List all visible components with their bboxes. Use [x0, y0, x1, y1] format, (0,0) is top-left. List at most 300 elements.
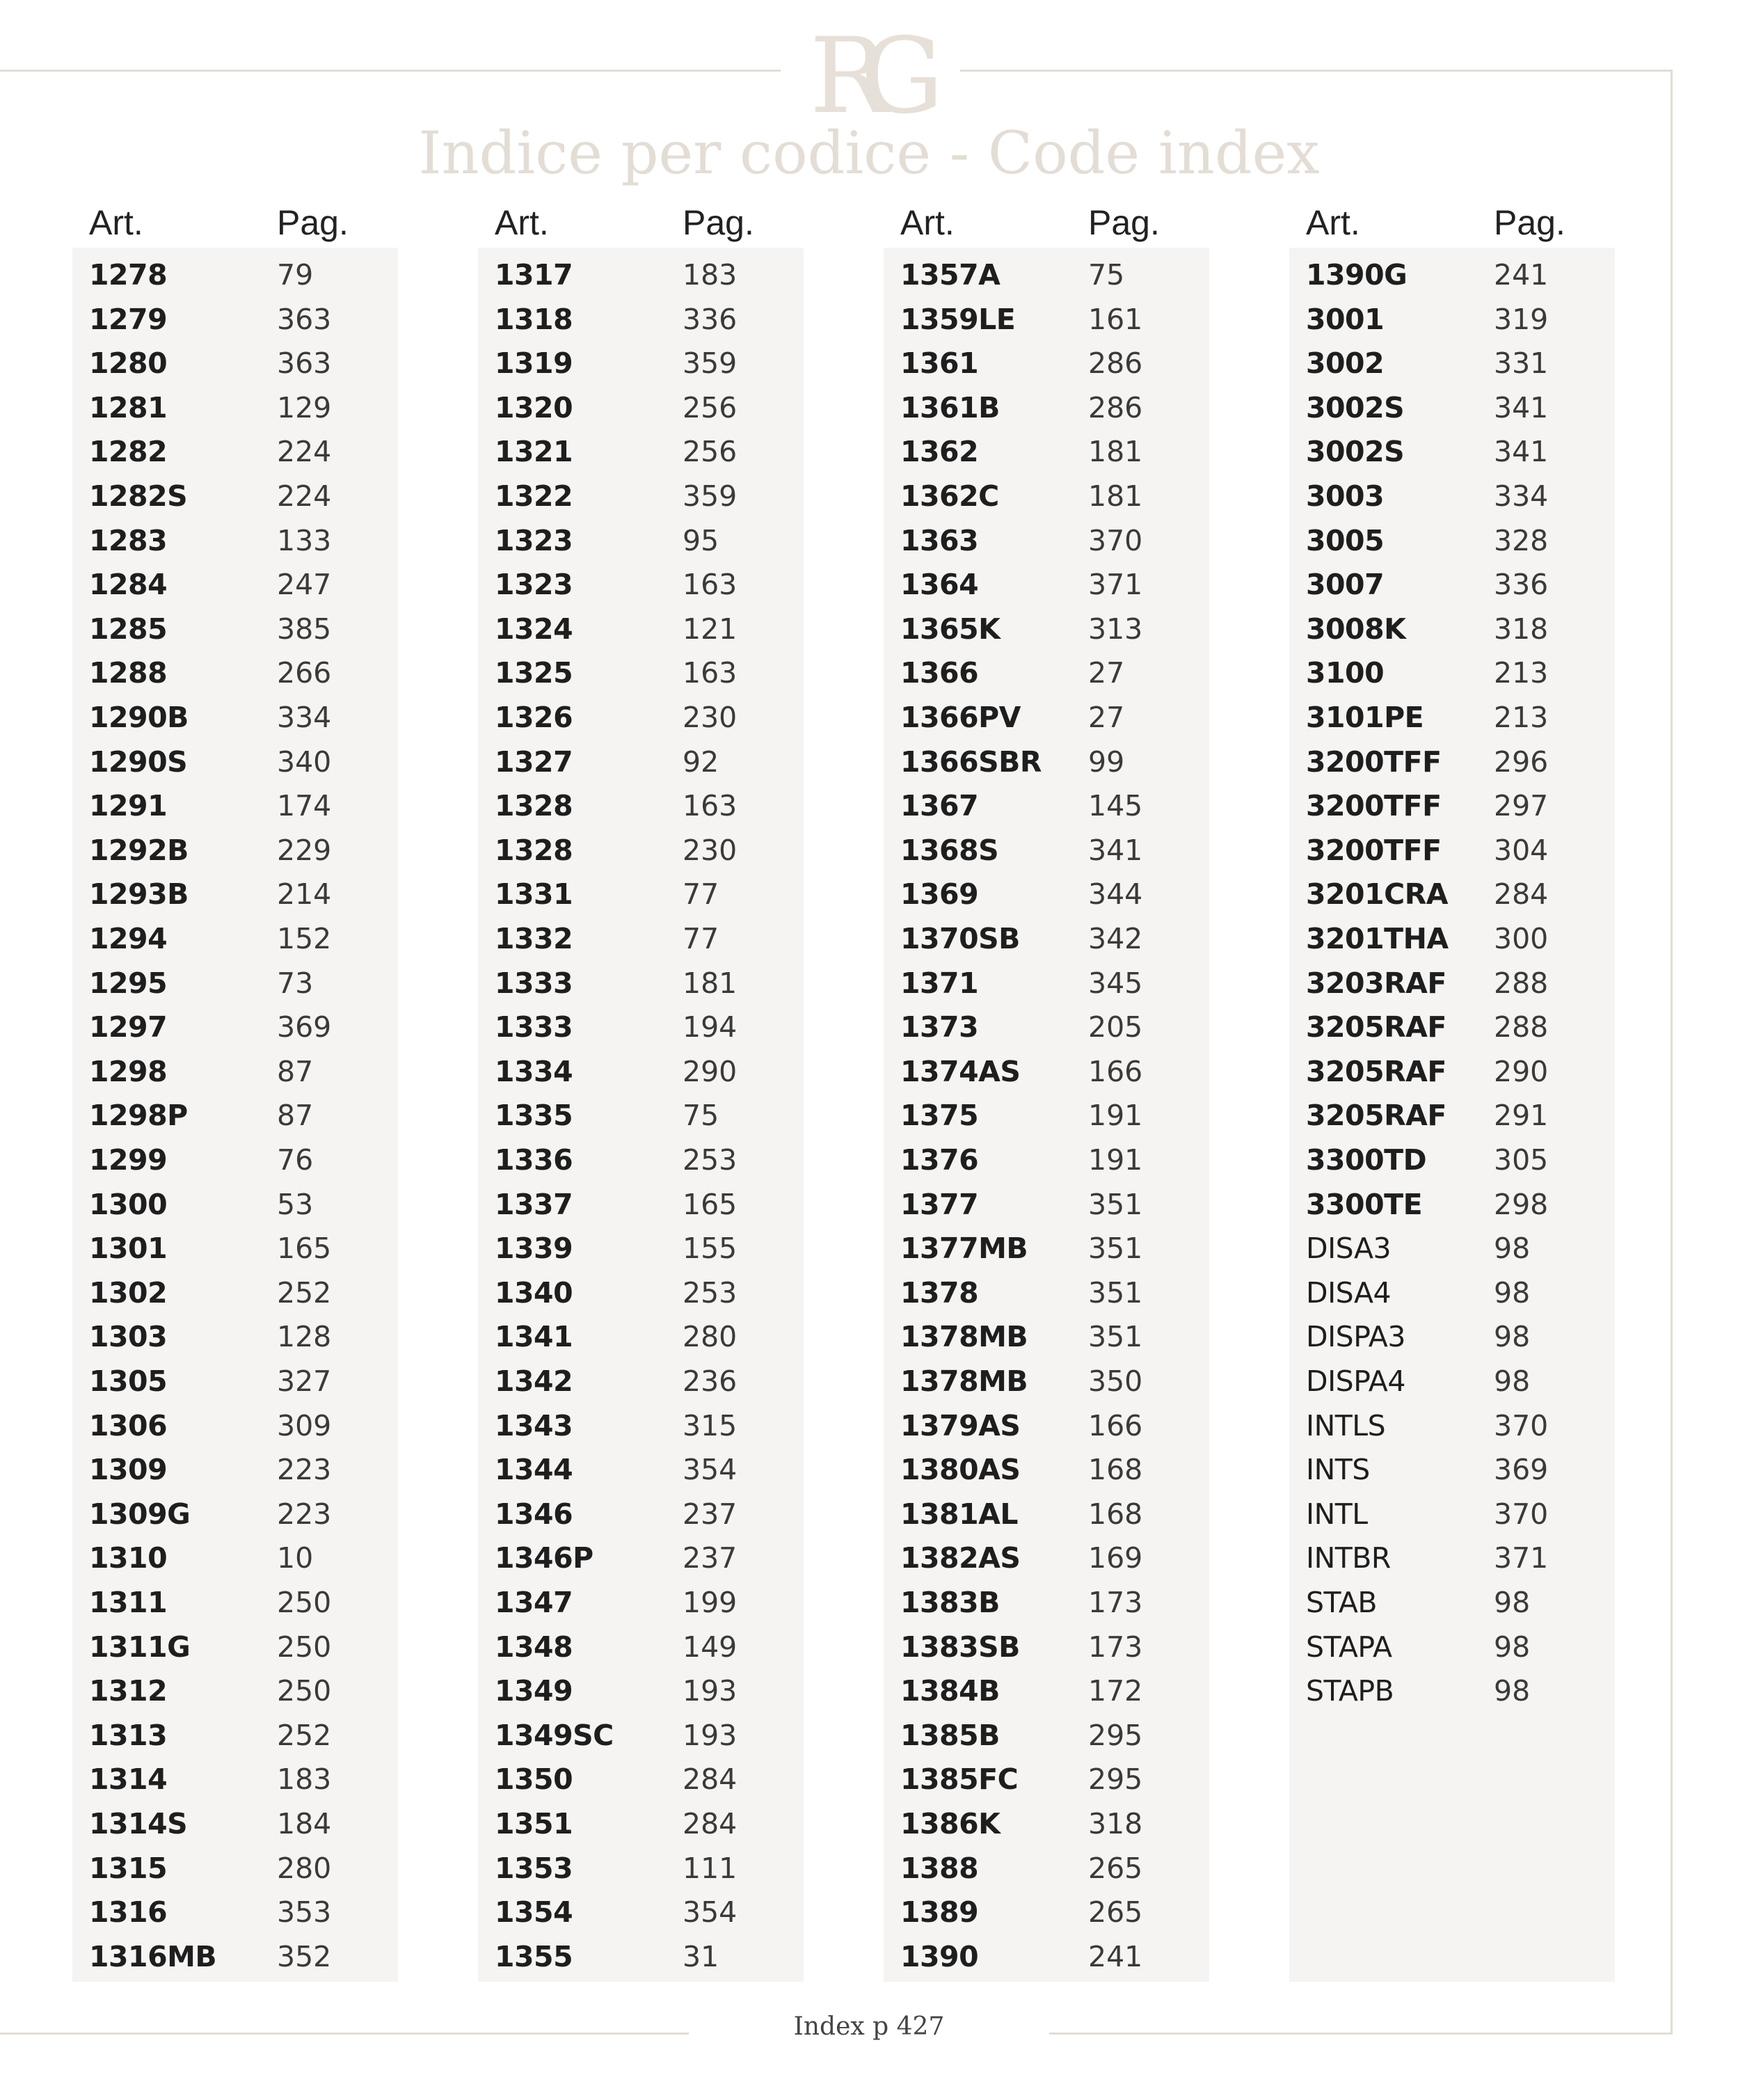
index-row — [89, 784, 395, 829]
page-number: 183 — [683, 258, 738, 292]
page-number: 341 — [1494, 390, 1549, 424]
article-code: 1311G — [89, 1630, 191, 1664]
page-number: 334 — [1494, 479, 1549, 513]
page-number: 98 — [1494, 1232, 1531, 1266]
article-code: 1331 — [495, 877, 573, 912]
article-code: 3008K — [1306, 612, 1406, 646]
index-row — [495, 1669, 801, 1714]
index-row — [495, 696, 801, 740]
page-number: 334 — [277, 701, 332, 734]
article-code: STAPB — [1306, 1674, 1394, 1708]
index-row — [89, 651, 395, 696]
article-code: 3201CRA — [1306, 877, 1449, 912]
article-code: DISA4 — [1306, 1275, 1392, 1310]
article-code: 1364 — [900, 568, 979, 602]
page-number: 340 — [277, 745, 332, 779]
page-number: 252 — [277, 1275, 332, 1310]
index-row — [495, 563, 801, 607]
page-number: 265 — [1088, 1895, 1143, 1930]
article-code: 1334 — [495, 1054, 573, 1088]
article-code: 1361 — [900, 347, 979, 381]
article-code: 1384B — [900, 1674, 1000, 1708]
page-number: 163 — [683, 789, 738, 823]
page-number: 250 — [277, 1674, 332, 1708]
article-code: 1386K — [900, 1807, 1000, 1840]
index-row — [900, 1138, 1206, 1183]
article-code: 1315 — [89, 1851, 168, 1885]
index-row — [1306, 475, 1612, 519]
article-code: 3005 — [1306, 523, 1385, 557]
index-row — [495, 1271, 801, 1316]
page-number: 230 — [683, 701, 738, 734]
page-number: 111 — [683, 1851, 738, 1885]
index-row — [900, 1315, 1206, 1360]
article-code: 1343 — [495, 1408, 573, 1442]
article-code: 3007 — [1306, 568, 1385, 602]
page-number: 359 — [683, 347, 738, 381]
article-code: 1335 — [495, 1099, 573, 1133]
page-number: 241 — [1494, 258, 1549, 292]
article-code: 1378 — [900, 1275, 979, 1310]
page-number: 152 — [277, 922, 332, 955]
page-number: 327 — [277, 1365, 332, 1398]
index-row — [495, 1847, 801, 1891]
page-number: 318 — [1494, 612, 1549, 646]
article-code: 3002S — [1306, 390, 1405, 424]
index-row — [900, 386, 1206, 431]
article-code: 1291 — [89, 789, 168, 823]
page-number: 250 — [277, 1630, 332, 1664]
page-number: 351 — [1088, 1232, 1143, 1266]
page-number: 284 — [683, 1807, 738, 1840]
index-row — [89, 1935, 395, 1980]
index-row — [900, 1493, 1206, 1537]
page-number: 172 — [1088, 1674, 1143, 1708]
index-row — [89, 696, 395, 740]
page-number: 229 — [277, 833, 332, 867]
index-row — [89, 1138, 395, 1183]
page-number: 79 — [277, 258, 314, 292]
page-number: 194 — [683, 1010, 738, 1044]
article-code: 1347 — [495, 1586, 573, 1619]
article-code: 1373 — [900, 1010, 979, 1044]
index-row — [495, 1138, 801, 1183]
page-number: 155 — [683, 1232, 738, 1266]
article-code: 3205RAF — [1306, 1099, 1446, 1133]
index-row — [89, 1493, 395, 1537]
article-code: 1316MB — [89, 1939, 217, 1973]
article-code: 1290S — [89, 745, 188, 779]
index-row — [900, 873, 1206, 917]
index-row — [89, 1005, 395, 1050]
article-code: 1322 — [495, 479, 573, 513]
article-code: 1309 — [89, 1453, 168, 1487]
index-row — [89, 1315, 395, 1360]
article-code: 1366 — [900, 656, 979, 690]
article-code: 1376 — [900, 1143, 979, 1177]
index-row — [495, 607, 801, 652]
index-row — [1306, 651, 1612, 696]
index-row — [89, 829, 395, 873]
article-code: 1290B — [89, 701, 189, 734]
page-number: 98 — [1494, 1275, 1531, 1310]
index-row — [900, 1183, 1206, 1227]
index-row — [89, 1669, 395, 1714]
index-row — [89, 1714, 395, 1758]
index-row — [900, 962, 1206, 1006]
index-row — [900, 1714, 1206, 1758]
article-code: 3002S — [1306, 435, 1405, 469]
page-number: 237 — [683, 1541, 738, 1575]
page-number: 342 — [1088, 922, 1143, 955]
index-row — [495, 386, 801, 431]
article-code: 3101PE — [1306, 701, 1424, 734]
page-number: 298 — [1494, 1187, 1549, 1221]
index-row — [900, 298, 1206, 342]
page-number: 370 — [1494, 1497, 1549, 1531]
column-3-art-header: Art. — [900, 203, 955, 242]
index-row — [89, 917, 395, 962]
index-row — [900, 740, 1206, 785]
page-number: 237 — [683, 1497, 738, 1531]
top-rule-left — [0, 70, 781, 72]
index-row — [1306, 962, 1612, 1006]
article-code: 1385B — [900, 1718, 1000, 1752]
article-code: 1389 — [900, 1895, 979, 1930]
article-code: 1295 — [89, 966, 168, 1000]
article-code: 1367 — [900, 789, 979, 823]
page-number: 266 — [277, 656, 332, 690]
page-number: 236 — [683, 1365, 738, 1398]
article-code: 3201THA — [1306, 922, 1449, 955]
index-row — [495, 1050, 801, 1095]
article-code: 1320 — [495, 390, 573, 424]
page-number: 77 — [683, 877, 719, 912]
index-row — [495, 1404, 801, 1449]
article-code: 1316 — [89, 1895, 168, 1930]
index-row — [900, 253, 1206, 298]
index-row — [89, 563, 395, 607]
index-row — [89, 607, 395, 652]
index-row — [900, 1536, 1206, 1581]
article-code: 1346 — [495, 1497, 573, 1531]
page-number: 280 — [277, 1851, 332, 1885]
index-row — [495, 1714, 801, 1758]
article-code: 1377MB — [900, 1232, 1028, 1266]
index-row — [900, 696, 1206, 740]
page-number-footer: Index p 427 — [793, 2012, 945, 2041]
index-row — [495, 651, 801, 696]
article-code: 1279 — [89, 302, 168, 336]
page-number: 149 — [683, 1630, 738, 1664]
page-number: 223 — [277, 1453, 332, 1487]
index-row — [1306, 917, 1612, 962]
article-code: 1355 — [495, 1939, 573, 1973]
article-code: 1299 — [89, 1143, 168, 1177]
page-number: 319 — [1494, 302, 1549, 336]
index-row — [89, 740, 395, 785]
index-row — [495, 1094, 801, 1138]
page-number: 98 — [1494, 1365, 1531, 1398]
article-code: 3300TD — [1306, 1143, 1427, 1177]
article-code: 1328 — [495, 789, 573, 823]
index-row — [495, 253, 801, 298]
article-code: 3205RAF — [1306, 1054, 1446, 1088]
page-number: 345 — [1088, 966, 1143, 1000]
column-2-pag-header: Pag. — [683, 203, 754, 242]
article-code: 1340 — [495, 1275, 573, 1310]
article-code: 3300TE — [1306, 1187, 1423, 1221]
page-number: 213 — [1494, 656, 1549, 690]
page-number: 352 — [277, 1939, 332, 1973]
article-code: 1362 — [900, 435, 979, 469]
article-code: INTLS — [1306, 1408, 1386, 1442]
page-number: 313 — [1088, 612, 1143, 646]
page-number: 92 — [683, 745, 719, 779]
page-number: 247 — [277, 568, 332, 602]
page-number: 250 — [277, 1586, 332, 1619]
index-row — [89, 386, 395, 431]
index-row — [1306, 342, 1612, 386]
page-number: 173 — [1088, 1586, 1143, 1619]
article-code: 1314 — [89, 1763, 168, 1797]
index-row — [1306, 430, 1612, 475]
article-code: 1390 — [900, 1939, 979, 1973]
article-code: 1298 — [89, 1054, 168, 1088]
article-code: 1302 — [89, 1275, 168, 1310]
index-row — [1306, 1183, 1612, 1227]
article-code: 1326 — [495, 701, 573, 734]
index-row — [900, 342, 1206, 386]
page-number: 354 — [683, 1453, 738, 1487]
index-row — [495, 1493, 801, 1537]
page-number: 328 — [1494, 523, 1549, 557]
article-code: STAB — [1306, 1586, 1378, 1619]
index-row — [495, 1581, 801, 1625]
page-number: 286 — [1088, 390, 1143, 424]
page-number: 295 — [1088, 1763, 1143, 1797]
index-row — [900, 1891, 1206, 1935]
page-number: 351 — [1088, 1320, 1143, 1354]
article-code: 1350 — [495, 1763, 573, 1797]
index-row — [495, 1005, 801, 1050]
article-code: 1318 — [495, 302, 573, 336]
index-row — [495, 1758, 801, 1802]
index-row — [1306, 386, 1612, 431]
index-row — [495, 829, 801, 873]
article-code: DISPA4 — [1306, 1365, 1405, 1398]
page-number: 224 — [277, 435, 332, 469]
page-number: 369 — [277, 1010, 332, 1044]
index-row — [900, 1227, 1206, 1271]
index-row — [1306, 829, 1612, 873]
index-row — [1306, 1669, 1612, 1714]
article-code: 1311 — [89, 1586, 168, 1619]
article-code: 1361B — [900, 390, 1000, 424]
article-code: 1369 — [900, 877, 979, 912]
index-row — [900, 1094, 1206, 1138]
index-row — [89, 430, 395, 475]
page-number: 280 — [683, 1320, 738, 1354]
article-code: 1303 — [89, 1320, 168, 1354]
page-number: 121 — [683, 612, 738, 646]
article-code: 1297 — [89, 1010, 168, 1044]
page-number: 163 — [683, 656, 738, 690]
article-code: 1294 — [89, 922, 168, 955]
page-number: 173 — [1088, 1630, 1143, 1664]
page-number: 351 — [1088, 1275, 1143, 1310]
page-number: 199 — [683, 1586, 738, 1619]
article-code: INTL — [1306, 1497, 1368, 1531]
page-number: 351 — [1088, 1187, 1143, 1221]
page-number: 181 — [1088, 479, 1143, 513]
page-number: 288 — [1494, 966, 1549, 1000]
right-rule — [1671, 70, 1673, 2035]
article-code: 1385FC — [900, 1763, 1019, 1797]
page-number: 191 — [1088, 1099, 1143, 1133]
page-number: 370 — [1088, 523, 1143, 557]
page-number: 181 — [683, 966, 738, 1000]
article-code: 1282S — [89, 479, 188, 513]
article-code: 1321 — [495, 435, 573, 469]
article-code: INTBR — [1306, 1541, 1391, 1575]
column-1-pag-header: Pag. — [277, 203, 349, 242]
article-code: 1341 — [495, 1320, 573, 1354]
page-number: 241 — [1088, 1939, 1143, 1973]
article-code: 1354 — [495, 1895, 573, 1930]
index-row — [1306, 563, 1612, 607]
index-row — [89, 1625, 395, 1670]
article-code: 1313 — [89, 1718, 168, 1752]
index-row — [1306, 253, 1612, 298]
index-row — [1306, 1536, 1612, 1581]
index-row — [495, 298, 801, 342]
index-row — [1306, 1271, 1612, 1316]
index-row — [900, 1935, 1206, 1980]
index-row — [900, 1360, 1206, 1404]
page-number: 331 — [1494, 347, 1549, 381]
article-code: 1342 — [495, 1365, 573, 1398]
page-number: 75 — [683, 1099, 719, 1133]
page-number: 265 — [1088, 1851, 1143, 1885]
page-number: 98 — [1494, 1674, 1531, 1708]
index-row — [1306, 519, 1612, 564]
article-code: 1284 — [89, 568, 168, 602]
article-code: 1380AS — [900, 1453, 1021, 1487]
article-code: 1317 — [495, 258, 573, 292]
index-row — [1306, 1138, 1612, 1183]
article-code: 1324 — [495, 612, 573, 646]
page-number: 290 — [1494, 1054, 1549, 1088]
index-row — [495, 1448, 801, 1493]
index-row — [900, 430, 1206, 475]
index-row — [1306, 1227, 1612, 1271]
index-row — [900, 784, 1206, 829]
article-code: 1377 — [900, 1187, 979, 1221]
article-code: 1288 — [89, 656, 168, 690]
page-number: 256 — [683, 390, 738, 424]
page-number: 128 — [277, 1320, 332, 1354]
index-row — [900, 1404, 1206, 1449]
page-number: 253 — [683, 1143, 738, 1177]
article-code: 1327 — [495, 745, 573, 779]
article-code: 1359LE — [900, 302, 1016, 336]
index-row — [495, 873, 801, 917]
article-code: 1305 — [89, 1365, 168, 1398]
page-number: 133 — [277, 523, 332, 557]
page-number: 363 — [277, 302, 332, 336]
index-row — [900, 1050, 1206, 1095]
page-number: 309 — [277, 1408, 332, 1442]
page-number: 181 — [1088, 435, 1143, 469]
page-number: 230 — [683, 833, 738, 867]
index-row — [495, 917, 801, 962]
index-row — [495, 962, 801, 1006]
article-code: 1362C — [900, 479, 999, 513]
article-code: 1383B — [900, 1586, 1000, 1619]
index-row — [89, 1094, 395, 1138]
article-code: 1282 — [89, 435, 168, 469]
page-number: 385 — [277, 612, 332, 646]
page-number: 27 — [1088, 656, 1125, 690]
article-code: 3002 — [1306, 347, 1385, 381]
article-code: 1278 — [89, 258, 168, 292]
index-row — [900, 1758, 1206, 1802]
article-code: 3200TFF — [1306, 833, 1442, 867]
index-row — [89, 1891, 395, 1935]
article-code: 1382AS — [900, 1541, 1021, 1575]
index-row — [495, 1183, 801, 1227]
article-code: 1319 — [495, 347, 573, 381]
index-row — [1306, 1581, 1612, 1625]
article-code: 1370SB — [900, 922, 1020, 955]
index-row — [495, 1536, 801, 1581]
article-code: 1351 — [495, 1807, 573, 1840]
page-number: 350 — [1088, 1365, 1143, 1398]
index-row — [900, 651, 1206, 696]
index-row — [89, 1802, 395, 1847]
page-number: 98 — [1494, 1586, 1531, 1619]
article-code: 1349 — [495, 1674, 573, 1708]
article-code: 1349SC — [495, 1718, 614, 1752]
column-3-pag-header: Pag. — [1088, 203, 1160, 242]
index-row — [1306, 740, 1612, 785]
page-number: 129 — [277, 390, 332, 424]
index-row — [900, 917, 1206, 962]
page-number: 369 — [1494, 1453, 1549, 1487]
page-number: 214 — [277, 877, 332, 912]
page-number: 341 — [1088, 833, 1143, 867]
page-number: 353 — [277, 1895, 332, 1930]
page-number: 336 — [683, 302, 738, 336]
page-number: 370 — [1494, 1408, 1549, 1442]
index-row — [1306, 1094, 1612, 1138]
page-number: 290 — [683, 1054, 738, 1088]
index-row — [1306, 784, 1612, 829]
index-row — [900, 1005, 1206, 1050]
page-number: 253 — [683, 1275, 738, 1310]
article-code: 1323 — [495, 568, 573, 602]
index-row — [900, 475, 1206, 519]
page-number: 318 — [1088, 1807, 1143, 1840]
index-row — [900, 1847, 1206, 1891]
article-code: 1379AS — [900, 1408, 1021, 1442]
page-number: 75 — [1088, 258, 1125, 292]
page-number: 10 — [277, 1541, 314, 1575]
page-number: 291 — [1494, 1099, 1549, 1133]
page-number: 363 — [277, 347, 332, 381]
article-code: 1363 — [900, 523, 979, 557]
